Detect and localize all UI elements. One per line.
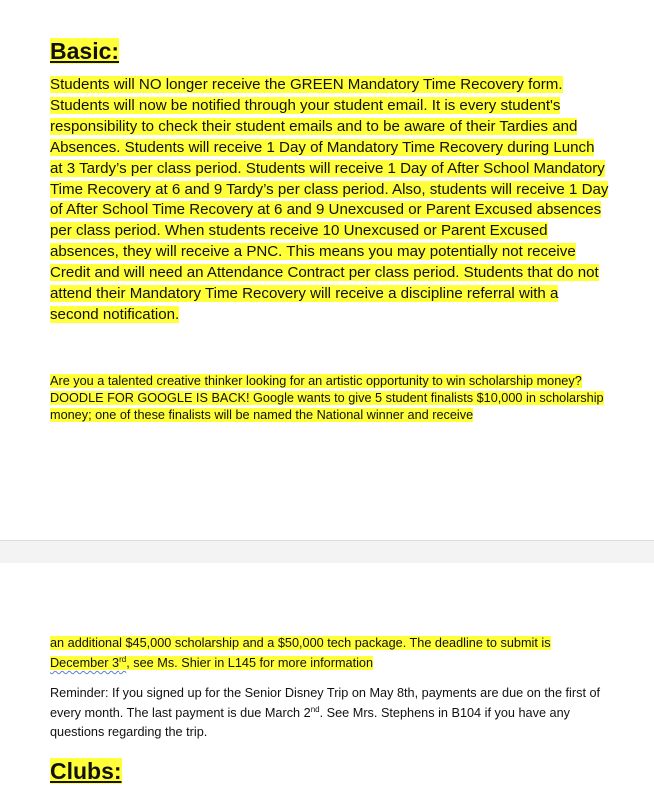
document-page-2 xyxy=(0,563,654,800)
deadline-date: December 3rd xyxy=(50,654,127,670)
basic-paragraph: Students will NO longer receive the GREEN Mandatory Time Recovery form. Students will now be notified through your student email. It is every student's responsibility to check their student emails and to be aware of their Tardies and Absences. Students will receive 1 Day of Mandatory Time Recovery during Lunch at 3 Tardy’s per class period. Students will receive 1 Day of After School Mandatory Time Recovery at 6 and 9 Tardy’s per class period. Also, students will receive 1 Day of After School Time Recovery at 6 and 9 Unexcused or Parent Excused absences per class period. When students receive 10 Unexcused or Parent Excused absences, they will receive a PNC. This means you may potentially not receive Credit and will need an Attendance Contract per class period. Students that do not attend their Mandatory Time Recovery will receive a discipline referral with a second notification. xyxy=(50,76,609,323)
doodle-paragraph-part1: Are you a talented creative thinker looking for an artistic opportunity to win scholarship money? DOODLE FOR GOOGLE IS BACK! Google wants to give 5 student finalists $10,000 in scholarship money; one of these finalists will be named the National winner and receive xyxy=(50,374,604,422)
disney-reminder-paragraph: Reminder: If you signed up for the Senior Disney Trip on May 8th, payments are due on the first of every month. The last payment is due March 2nd. See Mrs. Stephens in B104 if you have any questions regarding the trip. xyxy=(50,686,601,739)
basic-heading: Basic: xyxy=(50,38,120,64)
page-break-gap xyxy=(0,540,654,564)
clubs-heading: Clubs: xyxy=(50,758,122,784)
doodle-paragraph-part2: an additional $45,000 scholarship and a $50,000 tech package. The deadline to submit is December 3rd, see Ms. Shier in L145 for more information xyxy=(50,636,551,670)
